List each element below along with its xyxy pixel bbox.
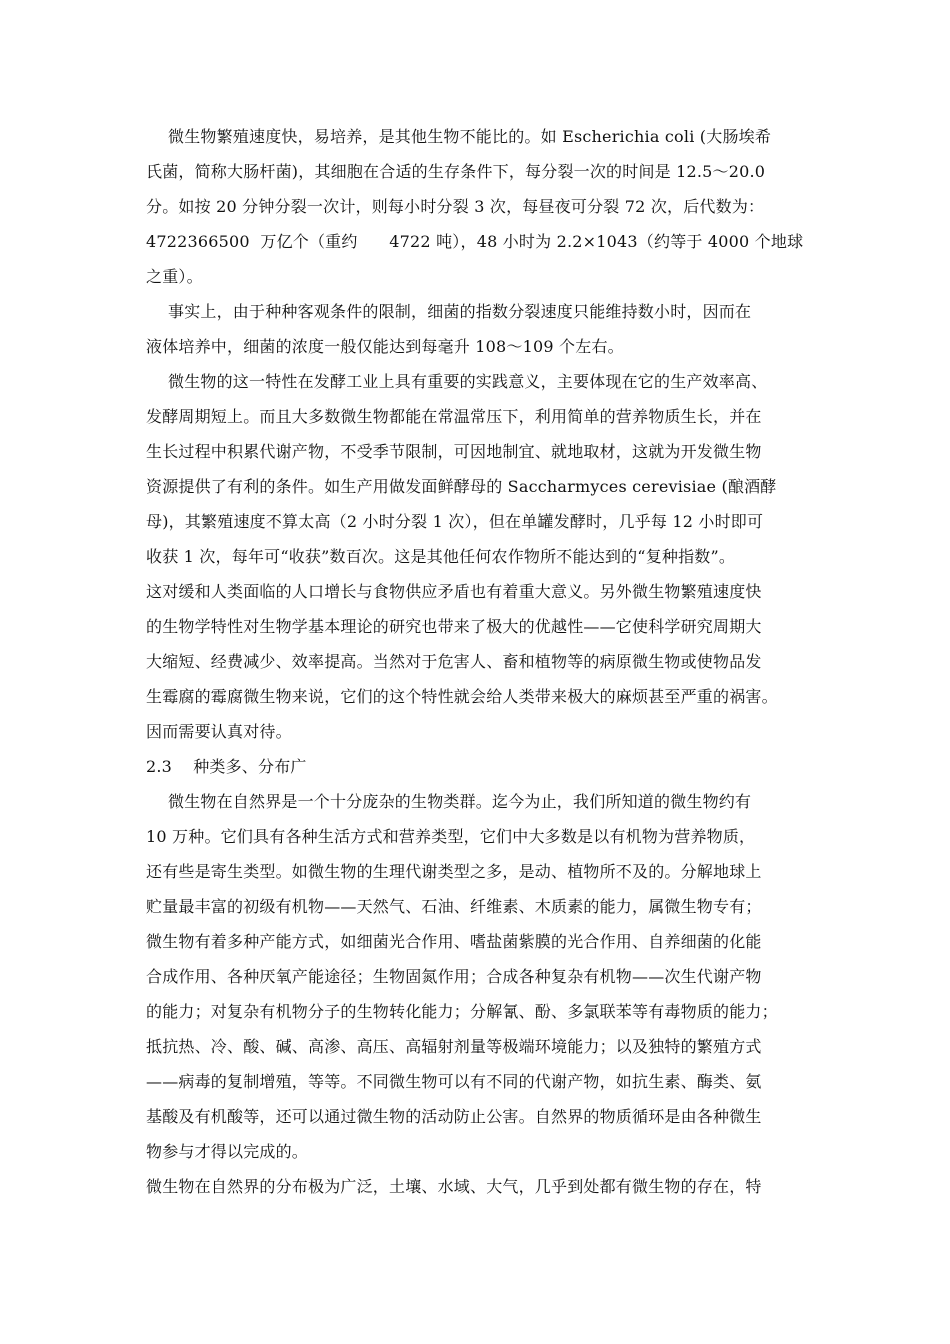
text-line: 之重）。 [146, 267, 203, 286]
text-line: 贮量最丰富的初级有机物——天然气、石油、纤维素、木质素的能力，属微生物专有； [146, 897, 762, 916]
text-line: 微生物在自然界是一个十分庞杂的生物类群。迄今为止，我们所知道的微生物约有 [168, 792, 752, 811]
text-line: 还有些是寄生类型。如微生物的生理代谢类型之多，是动、植物所不及的。分解地球上 [146, 862, 762, 881]
text-line: 抵抗热、冷、酸、碱、高渗、高压、高辐射剂量等极端环境能力；以及独特的繁殖方式 [146, 1037, 762, 1056]
text-line: 微生物有着多种产能方式，如细菌光合作用、嗜盐菌紫膜的光合作用、自养细菌的化能 [146, 932, 762, 951]
text-line: 这对缓和人类面临的人口增长与食物供应矛盾也有着重大意义。另外微生物繁殖速度快 [146, 582, 762, 601]
text-line: 微生物在自然界的分布极为广泛，土壤、水域、大气，几乎到处都有微生物的存在，特 [146, 1177, 762, 1196]
text-line: 合成作用、各种厌氧产能途径；生物固氮作用；合成各种复杂有机物——次生代谢产物 [146, 967, 762, 986]
text-line: 微生物繁殖速度快，易培养，是其他生物不能比的。如 Escherichia coli (大肠埃希 [168, 127, 772, 146]
text-line: 发酵周期短上。而且大多数微生物都能在常温常压下，利用简单的营养物质生长，并在 [146, 407, 762, 426]
text-line: 物参与才得以完成的。 [146, 1142, 309, 1161]
text-line: 4722366500 万亿个（重约 4722 吨），48 小时为 2.2×1043（约等于 4000 个地球 [146, 232, 804, 251]
text-line: ——病毒的复制增殖，等等。不同微生物可以有不同的代谢产物，如抗生素、酶类、氨 [146, 1072, 762, 1091]
text-line: 液体培养中，细菌的浓度一般仅能达到每毫升 108～109 个左右。 [146, 337, 624, 356]
text-line: 氏菌，简称大肠杆菌)，其细胞在合适的生存条件下，每分裂一次的时间是 12.5～20.0 [146, 162, 766, 181]
text-line: 母)，其繁殖速度不算太高（2 小时分裂 1 次），但在单罐发酵时，几乎每 12 小时即可 [146, 512, 764, 531]
section-heading: 2.3 种类多、分布广 [146, 757, 307, 776]
text-line: 收获 1 次，每年可“收获”数百次。这是其他任何农作物所不能达到的“复种指数”。 [146, 547, 736, 566]
text-line: 事实上，由于种种客观条件的限制，细菌的指数分裂速度只能维持数小时，因而在 [168, 302, 752, 321]
text-line: 大缩短、经费减少、效率提高。当然对于危害人、畜和植物等的病原微生物或使物品发 [146, 652, 762, 671]
text-line: 资源提供了有利的条件。如生产用做发面鲜酵母的 Saccharmyces cerevisiae (酿酒酵 [146, 477, 777, 496]
text-line: 基酸及有机酸等，还可以通过微生物的活动防止公害。自然界的物质循环是由各种微生 [146, 1107, 762, 1126]
text-line: 微生物的这一特性在发酵工业上具有重要的实践意义，主要体现在它的生产效率高、 [168, 372, 768, 391]
text-line: 分。如按 20 分钟分裂一次计，则每小时分裂 3 次，每昼夜可分裂 72 次，后代数为： [146, 197, 765, 216]
text-line: 因而需要认真对待。 [146, 722, 292, 741]
text-line: 的能力；对复杂有机物分子的生物转化能力；分解氰、酚、多氯联苯等有毒物质的能力； [146, 1002, 778, 1021]
text-line: 生长过程中积累代谢产物，不受季节限制，可因地制宜、就地取材，这就为开发微生物 [146, 442, 762, 461]
text-line: 生霉腐的霉腐微生物来说，它们的这个特性就会给人类带来极大的麻烦甚至严重的祸害。 [146, 687, 778, 706]
text-line: 10 万种。它们具有各种生活方式和营养类型，它们中大多数是以有机物为营养物质， [146, 827, 756, 846]
text-line: 的生物学特性对生物学基本理论的研究也带来了极大的优越性——它使科学研究周期大 [146, 617, 762, 636]
